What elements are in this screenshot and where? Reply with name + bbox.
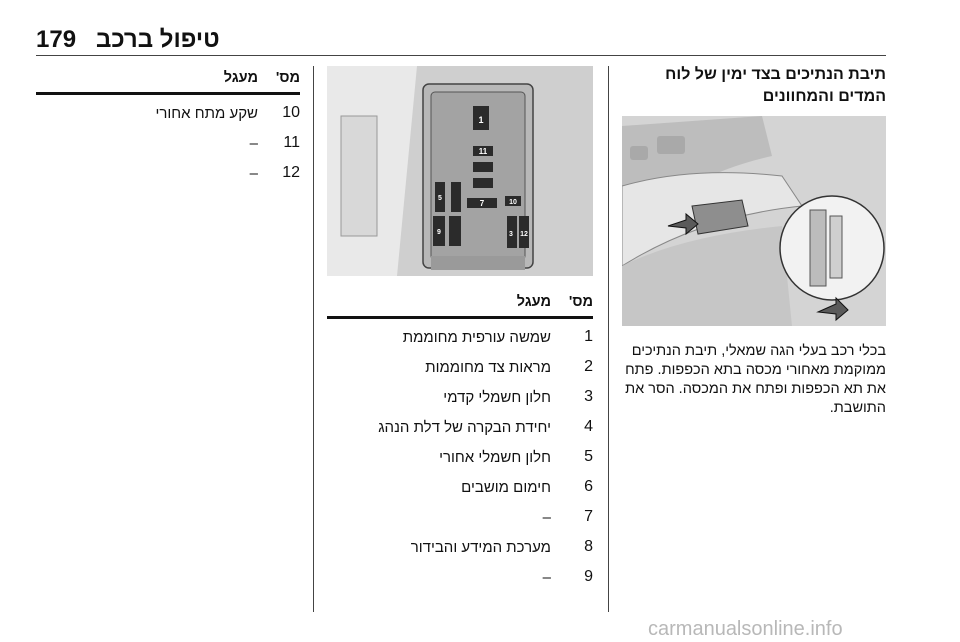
column-divider [313,66,314,612]
fuse-number: 2 [584,358,593,375]
chapter-title: טיפול ברכב [96,26,220,53]
fuse-circuit: יחידת הבקרה של דלת הנהג [378,419,551,436]
fuse-label: 10 [509,199,517,206]
fuse-label: 3 [509,231,513,238]
page-number: 179 [36,26,77,53]
fuse-number: 1 [584,328,593,345]
instructions-text: בכלי רכב בעלי הגה שמאלי, תיבת הנתיכים ממוקמת מאחורי מכסה בתא הכפפות. פתח את תא הכפפות ופתח את המכסה. הסר את התושבת. [625,343,886,416]
table-row [327,499,593,529]
fuse-circuit: חימום מושבים [461,479,551,496]
fusebox-illustration [327,66,593,276]
fusebox-illustration-svg [327,66,593,276]
column-divider [608,66,609,612]
fuse-number: 12 [282,164,300,181]
fuse-number: 11 [283,134,300,151]
table-row [36,155,300,185]
fuse-number: 7 [584,508,593,525]
page-header [0,0,960,56]
glovebox-illustration [622,116,886,326]
fuse-circuit: חלון חשמלי אחורי [439,449,551,466]
table-row [36,95,300,125]
table-row [327,529,593,559]
fuse-circuit: – [249,165,258,182]
fuse-table-main [327,290,593,589]
fuse-circuit: שמשה עורפית מחוממת [402,329,551,346]
fuse-circuit: – [542,509,551,526]
fuse-number: 9 [584,568,593,585]
fuse-circuit: – [249,135,258,152]
fuse-table-continued [36,66,300,185]
header-number: מס' [275,70,300,86]
fuse-label: 1 [478,115,484,125]
fuse-label: 7 [479,199,485,208]
fuse-circuit: חלון חשמלי קדמי [443,389,551,406]
header-circuit: מעגל [223,70,258,86]
fuse-number: 6 [584,478,593,495]
fuse-number: 3 [584,388,593,405]
table-row [327,319,593,349]
fuse-number: 8 [584,538,593,555]
header-rule [36,55,886,56]
fuse-label: 11 [478,147,488,156]
fuse-number: 4 [584,418,593,435]
watermark: carmanualsonline.info [648,618,843,640]
fuse-number: 10 [282,104,300,121]
table-row [36,125,300,155]
table-header [327,290,593,316]
fuse-circuit: מערכת המידע והבידור [410,539,551,556]
table-row [327,469,593,499]
table-header [36,66,300,92]
fuse-label: 5 [438,195,442,202]
fuse-label: 12 [520,231,528,238]
glovebox-illustration-svg [622,116,886,326]
fuse-number: 5 [584,448,593,465]
table-row [327,349,593,379]
header-number: מס' [568,294,593,310]
fuse-circuit: מראות צד מחוממות [425,359,551,376]
table-row [327,439,593,469]
fuse-circuit: – [542,569,551,586]
section-title: תיבת הנתיכים בצד ימין של לוח המדים והמחוונים [665,66,886,105]
table-row [327,379,593,409]
fuse-label: 9 [437,229,441,236]
header-circuit: מעגל [516,294,551,310]
table-row [327,559,593,589]
fuse-circuit: שקע מתח אחורי [155,105,258,122]
table-row [327,409,593,439]
section-right [620,64,886,108]
